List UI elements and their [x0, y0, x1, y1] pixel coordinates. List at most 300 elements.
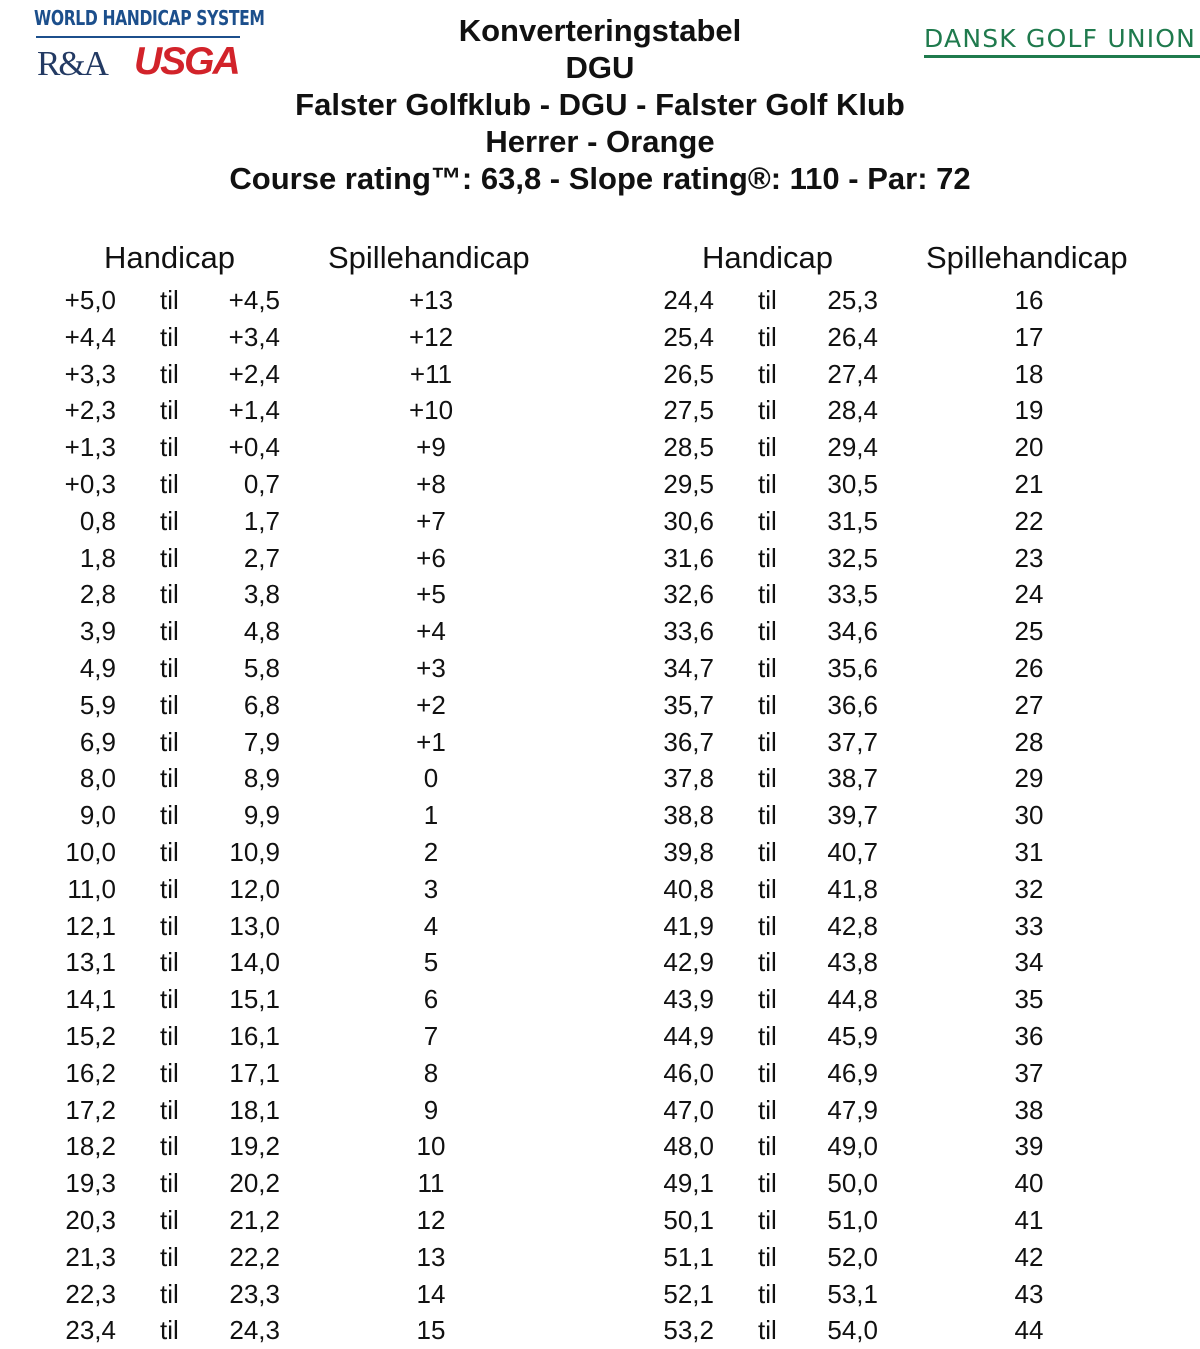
table-row — [638, 1202, 1158, 1239]
handicap-to: 27,4 — [827, 358, 878, 389]
handicap-to: 52,0 — [827, 1241, 878, 1272]
range-separator: til — [160, 984, 179, 1015]
handicap-from: 19,3 — [65, 1168, 116, 1199]
conversion-table-left — [40, 240, 560, 1349]
handicap-from: 32,6 — [663, 579, 714, 610]
range-separator: til — [160, 1315, 179, 1346]
table-row — [638, 760, 1158, 797]
table-row — [638, 908, 1158, 945]
table-header — [40, 240, 560, 282]
playing-handicap-value: +11 — [409, 358, 453, 389]
playing-handicap-value: +12 — [408, 321, 454, 352]
handicap-from: +5,0 — [64, 285, 116, 315]
range-separator: til — [758, 1020, 777, 1051]
title-block — [0, 12, 1200, 197]
table-row — [638, 834, 1158, 871]
handicap-to: 30,5 — [827, 468, 878, 499]
range-separator: til — [160, 358, 179, 389]
range-separator: til — [160, 873, 179, 904]
table-row — [40, 392, 560, 429]
handicap-to: 53,1 — [827, 1278, 878, 1309]
table-row — [40, 613, 560, 650]
table-row — [40, 540, 560, 577]
table-row — [40, 1128, 560, 1165]
handicap-to: 31,5 — [827, 505, 878, 536]
handicap-from: 26,5 — [663, 358, 714, 389]
handicap-from: 49,1 — [663, 1168, 714, 1199]
range-separator: til — [758, 873, 777, 904]
table-row — [638, 1092, 1158, 1129]
handicap-to: 34,6 — [827, 616, 878, 647]
table-row — [638, 724, 1158, 761]
handicap-to: +0,4 — [228, 432, 280, 463]
handicap-from: 23,4 — [65, 1315, 116, 1346]
table-row — [40, 1055, 560, 1092]
playing-handicap-value: 38 — [1014, 1094, 1044, 1125]
range-separator: til — [160, 800, 179, 831]
handicap-from: 18,2 — [65, 1131, 116, 1162]
table-row — [40, 797, 560, 834]
playing-handicap-value: 2 — [423, 836, 439, 867]
table-row — [40, 1276, 560, 1313]
handicap-from: 13,1 — [65, 947, 116, 978]
range-separator: til — [160, 468, 179, 499]
page-title: Konverteringstabel — [458, 13, 742, 48]
range-separator: til — [160, 542, 179, 573]
handicap-from: 1,8 — [79, 542, 116, 573]
range-separator: til — [758, 1168, 777, 1199]
handicap-from: 30,6 — [663, 505, 714, 536]
handicap-to: 25,3 — [827, 285, 878, 315]
range-separator: til — [758, 836, 777, 867]
playing-handicap-value: 27 — [1014, 689, 1044, 720]
table-rows — [40, 282, 560, 1349]
table-row — [40, 981, 560, 1018]
handicap-to: 0,7 — [243, 468, 280, 499]
handicap-from: 12,1 — [65, 910, 116, 941]
playing-handicap-value: 29 — [1014, 763, 1044, 794]
handicap-from: 37,8 — [663, 763, 714, 794]
handicap-to: 43,8 — [827, 947, 878, 978]
range-separator: til — [160, 616, 179, 647]
table-row — [638, 1165, 1158, 1202]
handicap-from: 43,9 — [663, 984, 714, 1015]
table-row — [40, 466, 560, 503]
table-row — [638, 429, 1158, 466]
table-row — [40, 319, 560, 356]
playing-handicap-value: +4 — [416, 616, 446, 647]
range-separator: til — [160, 1131, 179, 1162]
handicap-to: +1,4 — [228, 395, 280, 426]
playing-handicap-value: +7 — [416, 505, 446, 536]
handicap-from: 4,9 — [79, 652, 116, 683]
playing-handicap-value: 40 — [1014, 1168, 1044, 1199]
playing-handicap-value: 6 — [423, 984, 439, 1015]
course-ratings: Course rating™: 63,8 - Slope rating®: 110 - Par: 72 — [229, 161, 971, 196]
range-separator: til — [160, 1057, 179, 1088]
table-row — [638, 797, 1158, 834]
handicap-to: 45,9 — [827, 1020, 878, 1051]
handicap-from: 50,1 — [663, 1204, 714, 1235]
range-separator: til — [758, 984, 777, 1015]
playing-handicap-value: 43 — [1014, 1278, 1044, 1309]
range-separator: til — [160, 1278, 179, 1309]
handicap-to: 54,0 — [827, 1315, 878, 1346]
playing-handicap-value: 36 — [1014, 1020, 1044, 1051]
playing-handicap-value: 3 — [423, 873, 439, 904]
playing-handicap-value: 24 — [1014, 579, 1044, 610]
handicap-from: 52,1 — [663, 1278, 714, 1309]
handicap-to: 44,8 — [827, 984, 878, 1015]
table-row — [638, 1239, 1158, 1276]
playing-handicap-value: 28 — [1014, 726, 1044, 757]
handicap-to: 12,0 — [229, 873, 280, 904]
conversion-table-right — [638, 240, 1158, 1349]
handicap-to: 29,4 — [827, 432, 878, 463]
range-separator: til — [160, 947, 179, 978]
range-separator: til — [160, 579, 179, 610]
table-row — [638, 503, 1158, 540]
playing-handicap-value: 4 — [423, 910, 439, 941]
range-separator: til — [758, 1315, 777, 1346]
playing-handicap-value: +8 — [416, 468, 446, 499]
playing-handicap-value: 41 — [1014, 1204, 1044, 1235]
playing-handicap-value: +1 — [416, 726, 446, 757]
handicap-to: 20,2 — [229, 1168, 280, 1199]
range-separator: til — [758, 542, 777, 573]
table-row — [40, 1092, 560, 1129]
playing-handicap-value: +9 — [416, 432, 446, 463]
playing-handicap-value: 11 — [417, 1168, 445, 1199]
handicap-from: 46,0 — [663, 1057, 714, 1088]
table-row — [40, 944, 560, 981]
range-separator: til — [160, 1094, 179, 1125]
playing-handicap-value: 12 — [416, 1204, 446, 1235]
table-row — [40, 687, 560, 724]
table-row — [40, 834, 560, 871]
handicap-to: 38,7 — [827, 763, 878, 794]
range-separator: til — [160, 1241, 179, 1272]
playing-handicap-value: 17 — [1014, 321, 1044, 352]
handicap-to: +4,5 — [228, 285, 280, 315]
playing-handicap-value: 22 — [1014, 505, 1044, 536]
playing-handicap-value: 39 — [1014, 1131, 1044, 1162]
handicap-from: 9,0 — [79, 800, 116, 831]
range-separator: til — [758, 505, 777, 536]
handicap-to: 6,8 — [243, 689, 280, 720]
playing-handicap-value: 19 — [1014, 395, 1044, 426]
handicap-to: 1,7 — [243, 505, 280, 536]
table-row — [40, 503, 560, 540]
header-handicap: Handicap — [104, 240, 235, 275]
handicap-to: 21,2 — [229, 1204, 280, 1235]
playing-handicap-value: 26 — [1014, 652, 1044, 683]
handicap-to: 14,0 — [229, 947, 280, 978]
handicap-to: 35,6 — [827, 652, 878, 683]
range-separator: til — [758, 358, 777, 389]
table-row — [40, 760, 560, 797]
playing-handicap-value: 35 — [1014, 984, 1044, 1015]
playing-handicap-value: 31 — [1014, 836, 1044, 867]
handicap-to: 10,9 — [229, 836, 280, 867]
playing-handicap-value: 8 — [423, 1057, 439, 1088]
handicap-from: 34,7 — [663, 652, 714, 683]
range-separator: til — [160, 1204, 179, 1235]
handicap-from: 41,9 — [663, 910, 714, 941]
range-separator: til — [758, 468, 777, 499]
range-separator: til — [758, 579, 777, 610]
playing-handicap-value: 30 — [1014, 800, 1044, 831]
handicap-from: 11,0 — [67, 873, 116, 904]
range-separator: til — [758, 689, 777, 720]
table-row — [40, 1312, 560, 1349]
handicap-from: 16,2 — [65, 1057, 116, 1088]
handicap-from: 35,7 — [663, 689, 714, 720]
handicap-from: 14,1 — [65, 984, 116, 1015]
range-separator: til — [160, 910, 179, 941]
handicap-from: 8,0 — [79, 763, 116, 794]
handicap-from: 44,9 — [663, 1020, 714, 1051]
handicap-to: 8,9 — [243, 763, 280, 794]
handicap-from: +1,3 — [64, 432, 116, 463]
handicap-to: 41,8 — [827, 873, 878, 904]
handicap-to: +3,4 — [228, 321, 280, 352]
handicap-to: 46,9 — [827, 1057, 878, 1088]
handicap-from: 42,9 — [663, 947, 714, 978]
handicap-to: 2,7 — [243, 542, 280, 573]
handicap-from: 3,9 — [79, 616, 116, 647]
table-row — [40, 429, 560, 466]
playing-handicap-value: 32 — [1014, 873, 1044, 904]
handicap-to: 40,7 — [827, 836, 878, 867]
handicap-from: 39,8 — [663, 836, 714, 867]
table-row — [638, 356, 1158, 393]
range-separator: til — [160, 321, 179, 352]
playing-handicap-value: +6 — [416, 542, 446, 573]
range-separator: til — [758, 616, 777, 647]
playing-handicap-value: 44 — [1014, 1315, 1044, 1346]
handicap-to: 13,0 — [229, 910, 280, 941]
range-separator: til — [160, 726, 179, 757]
range-separator: til — [160, 505, 179, 536]
range-separator: til — [758, 726, 777, 757]
range-separator: til — [758, 1094, 777, 1125]
handicap-to: 17,1 — [229, 1057, 280, 1088]
table-row — [638, 944, 1158, 981]
handicap-from: 24,4 — [663, 285, 714, 315]
handicap-from: 5,9 — [79, 689, 116, 720]
table-row — [40, 650, 560, 687]
handicap-from: 47,0 — [663, 1094, 714, 1125]
table-row — [40, 1165, 560, 1202]
handicap-to: 15,1 — [229, 984, 280, 1015]
playing-handicap-value: +3 — [416, 652, 446, 683]
playing-handicap-value: 7 — [423, 1020, 439, 1051]
handicap-to: 47,9 — [827, 1094, 878, 1125]
playing-handicap-value: 0 — [423, 763, 439, 794]
table-row — [638, 540, 1158, 577]
table-rows — [638, 282, 1158, 1349]
handicap-from: +3,3 — [64, 358, 116, 389]
table-row — [638, 687, 1158, 724]
playing-handicap-value: 34 — [1014, 947, 1044, 978]
playing-handicap-value: 5 — [423, 947, 439, 978]
handicap-from: +4,4 — [64, 321, 116, 352]
range-separator: til — [160, 689, 179, 720]
table-row — [40, 871, 560, 908]
playing-handicap-value: 13 — [416, 1241, 446, 1272]
handicap-to: 49,0 — [827, 1131, 878, 1162]
handicap-to: 7,9 — [243, 726, 280, 757]
handicap-to: 32,5 — [827, 542, 878, 573]
handicap-from: 29,5 — [663, 468, 714, 499]
dgu-logo: DANSK GOLF UNION — [924, 24, 1197, 53]
range-separator: til — [758, 763, 777, 794]
range-separator: til — [758, 395, 777, 426]
range-separator: til — [758, 1241, 777, 1272]
handicap-to: 9,9 — [243, 800, 280, 831]
usga-logo: USGA — [134, 40, 239, 83]
handicap-from: 53,2 — [663, 1315, 714, 1346]
table-row — [40, 1018, 560, 1055]
range-separator: til — [758, 910, 777, 941]
tee-category: Herrer - Orange — [485, 124, 715, 159]
whs-logo: WORLD HANDICAP SYSTEM — [34, 6, 265, 30]
handicap-from: 51,1 — [663, 1241, 714, 1272]
table-row — [638, 1276, 1158, 1313]
range-separator: til — [758, 1204, 777, 1235]
playing-handicap-value: +13 — [408, 285, 454, 315]
handicap-from: 10,0 — [65, 836, 116, 867]
table-row — [40, 282, 560, 319]
club-name: Falster Golfklub - DGU - Falster Golf Klub — [295, 87, 905, 122]
handicap-from: 20,3 — [65, 1204, 116, 1235]
handicap-from: 22,3 — [65, 1278, 116, 1309]
organization: DGU — [565, 50, 635, 85]
handicap-to: 4,8 — [243, 616, 280, 647]
playing-handicap-value: 33 — [1014, 910, 1044, 941]
playing-handicap-value: 25 — [1014, 616, 1044, 647]
range-separator: til — [758, 652, 777, 683]
table-header — [638, 240, 1158, 282]
header-spillehandicap: Spillehandicap — [328, 240, 530, 275]
playing-handicap-value: 20 — [1014, 432, 1044, 463]
range-separator: til — [160, 652, 179, 683]
handicap-from: 0,8 — [79, 505, 116, 536]
table-row — [638, 1312, 1158, 1349]
handicap-to: 22,2 — [229, 1241, 280, 1272]
handicap-to: 36,6 — [827, 689, 878, 720]
range-separator: til — [758, 321, 777, 352]
handicap-to: 3,8 — [243, 579, 280, 610]
handicap-from: +2,3 — [64, 395, 116, 426]
handicap-to: 23,3 — [229, 1278, 280, 1309]
range-separator: til — [160, 395, 179, 426]
table-row — [638, 650, 1158, 687]
handicap-to: 37,7 — [827, 726, 878, 757]
handicap-to: 26,4 — [827, 321, 878, 352]
table-row — [638, 1055, 1158, 1092]
handicap-from: 27,5 — [663, 395, 714, 426]
handicap-from: 36,7 — [663, 726, 714, 757]
handicap-to: 24,3 — [229, 1315, 280, 1346]
handicap-to: 5,8 — [243, 652, 280, 683]
table-row — [638, 319, 1158, 356]
handicap-from: 15,2 — [65, 1020, 116, 1051]
header-handicap: Handicap — [702, 240, 833, 275]
playing-handicap-value: 15 — [416, 1315, 446, 1346]
handicap-to: 50,0 — [827, 1168, 878, 1199]
handicap-from: 21,3 — [65, 1241, 116, 1272]
handicap-to: 16,1 — [229, 1020, 280, 1051]
table-row — [638, 1018, 1158, 1055]
range-separator: til — [160, 836, 179, 867]
handicap-from: +0,3 — [64, 468, 116, 499]
playing-handicap-value: 16 — [1014, 285, 1044, 315]
handicap-from: 31,6 — [663, 542, 714, 573]
handicap-to: 42,8 — [827, 910, 878, 941]
handicap-to: 51,0 — [827, 1204, 878, 1235]
range-separator: til — [160, 432, 179, 463]
table-row — [40, 1202, 560, 1239]
range-separator: til — [758, 1278, 777, 1309]
ra-logo: R&A — [37, 44, 107, 83]
table-row — [638, 613, 1158, 650]
playing-handicap-value: +5 — [416, 579, 446, 610]
range-separator: til — [758, 1057, 777, 1088]
handicap-from: 33,6 — [663, 616, 714, 647]
table-row — [638, 576, 1158, 613]
handicap-from: 17,2 — [65, 1094, 116, 1125]
playing-handicap-value: 42 — [1014, 1241, 1044, 1272]
header-spillehandicap: Spillehandicap — [926, 240, 1128, 275]
table-row — [40, 356, 560, 393]
handicap-from: 6,9 — [79, 726, 116, 757]
handicap-from: 48,0 — [663, 1131, 714, 1162]
handicap-from: 40,8 — [663, 873, 714, 904]
range-separator: til — [160, 1020, 179, 1051]
playing-handicap-value: 37 — [1014, 1057, 1044, 1088]
table-row — [638, 282, 1158, 319]
table-row — [40, 724, 560, 761]
range-separator: til — [160, 285, 179, 315]
playing-handicap-value: 1 — [423, 800, 439, 831]
handicap-from: 2,8 — [79, 579, 116, 610]
table-row — [40, 908, 560, 945]
range-separator: til — [758, 947, 777, 978]
handicap-from: 25,4 — [663, 321, 714, 352]
range-separator: til — [758, 432, 777, 463]
playing-handicap-value: +10 — [408, 395, 454, 426]
range-separator: til — [160, 763, 179, 794]
table-row — [638, 981, 1158, 1018]
table-row — [638, 392, 1158, 429]
handicap-from: 38,8 — [663, 800, 714, 831]
handicap-to: +2,4 — [228, 358, 280, 389]
range-separator: til — [160, 1168, 179, 1199]
table-row — [40, 576, 560, 613]
table-row — [638, 871, 1158, 908]
table-row — [638, 466, 1158, 503]
playing-handicap-value: 18 — [1014, 358, 1044, 389]
playing-handicap-value: 23 — [1014, 542, 1044, 573]
playing-handicap-value: 14 — [416, 1278, 446, 1309]
handicap-to: 19,2 — [229, 1131, 280, 1162]
playing-handicap-value: 21 — [1014, 468, 1044, 499]
playing-handicap-value: 10 — [416, 1131, 446, 1162]
handicap-to: 18,1 — [229, 1094, 280, 1125]
range-separator: til — [758, 800, 777, 831]
